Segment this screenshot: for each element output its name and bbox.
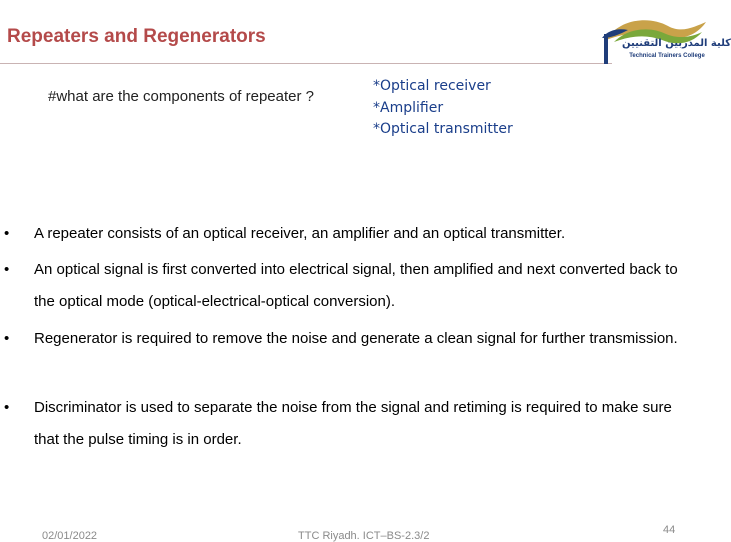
component-item: *Optical receiver [373,78,491,94]
bullet-dot: • [4,399,10,416]
logo-english-name: Technical Trainers College [629,53,705,59]
logo-arabic-name: كلية المدربين التقنيين [622,38,731,49]
bullet-text: A repeater consists of an optical receiver, an amplifier and an optical transmitter. [34,225,566,242]
component-item: *Optical transmitter [373,121,513,137]
slide-title: Repeaters and Regenerators [7,26,266,47]
bullet-text: Regenerator is required to remove the noise and generate a clean signal for further transmission. [34,330,678,347]
bullet-item [0,254,700,318]
bullet-text: Discriminator is used to separate the noise from the signal and retiming is required to make sure that the pulse timing is in order. [34,399,672,448]
bullet-dot: • [4,225,10,242]
bullet-text: An optical signal is first converted into electrical signal, then amplified and next converted back to the optical mode (optical-electrical-optical conversion). [34,261,678,310]
footer-center-text: TTC Riyadh. ICT–BS-2.3/2 [298,530,430,542]
bullet-item [0,323,700,387]
bullet-item [0,392,700,456]
footer-date: 02/01/2022 [42,530,98,542]
bullet-item [0,218,700,250]
slide-number: 44 [663,524,676,536]
question-text: #what are the components of repeater ? [48,88,315,105]
component-item: *Amplifier [373,99,444,116]
bullet-dot: • [4,330,10,347]
bullet-dot: • [4,261,10,278]
